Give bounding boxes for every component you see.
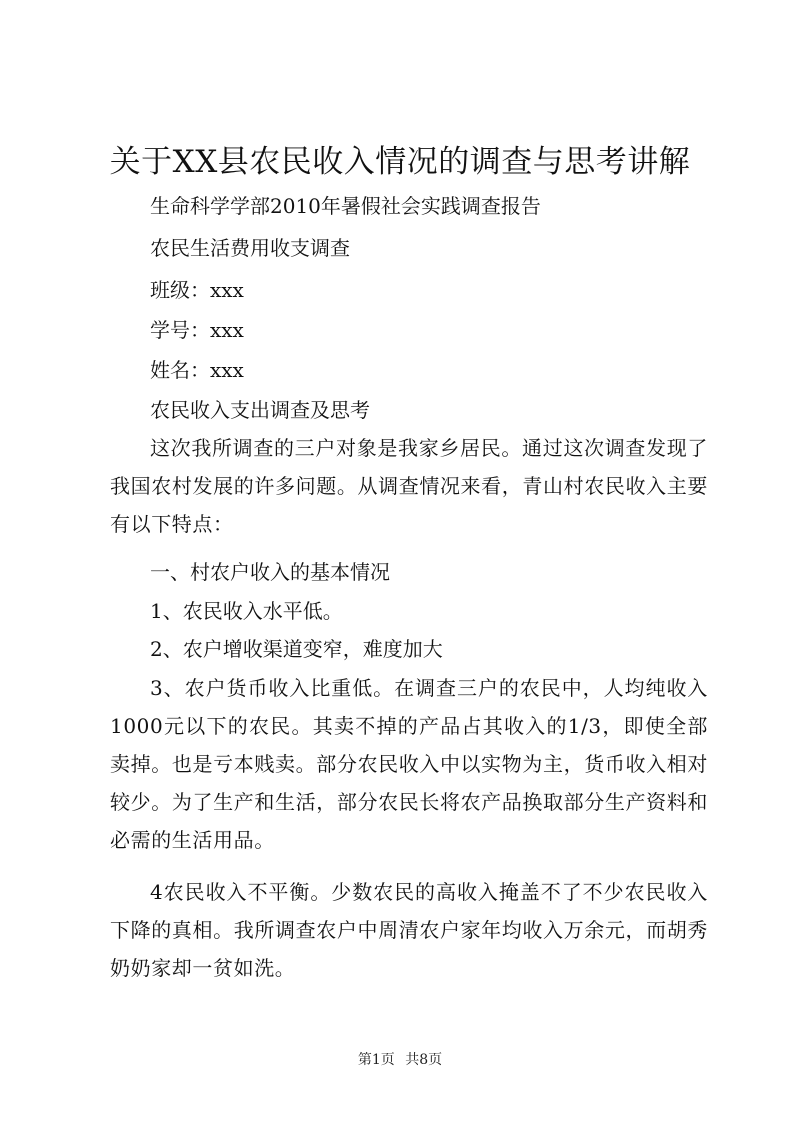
name-field: 姓名：xxx [150, 358, 244, 382]
total-pages: 共8页 [405, 1052, 443, 1068]
student-id-field: 学号：xxx [150, 318, 244, 342]
class-field: 班级：xxx [150, 278, 244, 302]
section-title: 农民收入支出调查及思考 [150, 398, 370, 422]
list-item-2: 2、农户增收渠道变窄，难度加大 [150, 637, 443, 661]
list-item-4: 4农民收入不平衡。少数农民的高收入掩盖不了不少农民收入下降的真相。我所调查农户中周清农户家年均收入万余元，而胡秀奶奶家却一贫如洗。 [110, 880, 708, 980]
heading-basic-situation: 一、村农户收入的基本情况 [150, 560, 390, 584]
list-item-3: 3、农户货币收入比重低。在调查三户的农民中，人均纯收入1000元以下的农民。其卖不掉的产品占其收入的1/3，即使全部卖掉。也是亏本贱卖。部分农民收入中以实物为主，货币收入相对较少。为了生产和生活，部分农民长将农产品换取部分生产资料和必需的生活用品。 [110, 676, 708, 852]
survey-topic: 农民生活费用收支调查 [150, 236, 350, 260]
page-number: 第1页 [357, 1052, 395, 1068]
document-title: 关于XX县农民收入情况的调查与思考讲解 [109, 144, 691, 180]
report-subtitle: 生命科学学部2010年暑假社会实践调查报告 [150, 194, 541, 218]
page-footer [0, 1050, 800, 1070]
intro-paragraph: 这次我所调查的三户对象是我家乡居民。通过这次调查发现了我国农村发展的许多问题。从调查情况来看，青山村农民收入主要有以下特点： [110, 436, 708, 536]
list-item-1: 1、农民收入水平低。 [150, 599, 343, 623]
